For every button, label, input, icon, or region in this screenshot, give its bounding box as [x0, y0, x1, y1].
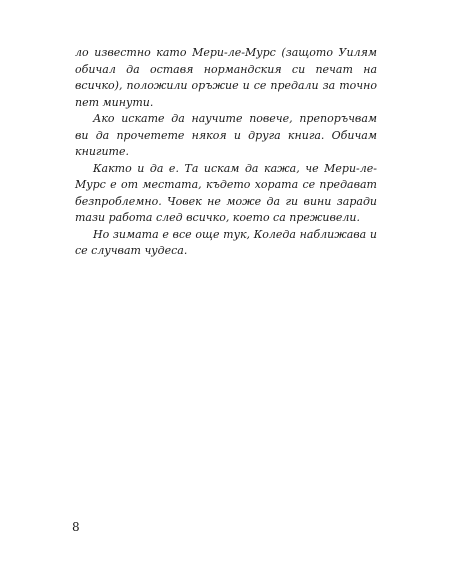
page-number: 8	[72, 520, 80, 534]
paragraph-3: Както и да е. Та искам да кажа, че Мери-ле-Мурс е от местата, където хората се предават безпроблемно. Човек не може да ги вини заради тази работа след всичко, което са преживели.	[75, 161, 377, 224]
paragraph-1: ло известно като Мери-ле-Мурс (защото Уилям обичал да оставя нормандския си печат на всичко), положили оръжие и се предали за точно пет минути.	[75, 46, 377, 109]
paragraph-2: Ако искате да научите повече, препоръчвам ви да прочетете някоя и друга книга. Обичам книгите.	[75, 112, 377, 158]
paragraph-4: Но зимата е все още тук, Коледа наближава и се случват чудеса.	[75, 227, 377, 257]
body-text	[75, 45, 377, 260]
